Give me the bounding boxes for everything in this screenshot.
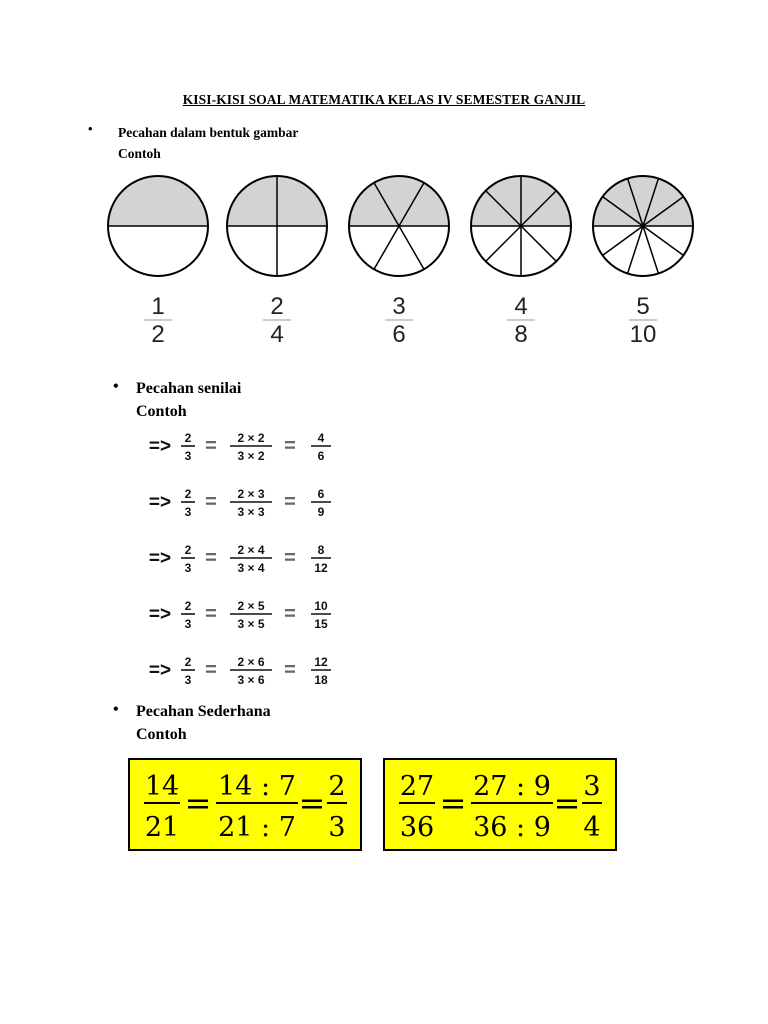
base-denominator: 3 (184, 505, 192, 519)
fraction-denominator: 2 (151, 321, 165, 348)
shaded-half (349, 176, 449, 226)
slice-divider (486, 226, 521, 261)
simplify-box (128, 758, 362, 851)
base-denominator: 3 (184, 561, 192, 575)
result-denominator: 4 (583, 812, 601, 843)
simplify-box (383, 758, 617, 851)
arrow-symbol: => (148, 604, 172, 625)
fraction-circle (593, 176, 693, 276)
slice-divider (603, 226, 643, 255)
result-numerator: 4 (317, 431, 325, 445)
result-denominator: 15 (314, 617, 328, 631)
times-numerator: 2 × 4 (237, 543, 265, 557)
times-denominator: 3 × 2 (237, 449, 265, 463)
fraction-circle (227, 176, 327, 276)
section-heading: Pecahan dalam bentuk gambar (118, 125, 299, 140)
base-numerator: 2 (184, 655, 192, 669)
bullet-icon: • (113, 701, 119, 718)
equals-sign: = (284, 547, 296, 569)
example-label: Contoh (136, 403, 187, 420)
equals-sign: = (298, 784, 326, 822)
equals-sign: = (205, 435, 217, 457)
times-denominator: 3 × 3 (237, 505, 265, 519)
fraction-numerator: 2 (270, 293, 284, 320)
page-title: KISI-KISI SOAL MATEMATIKA KELAS IV SEMESTER GANJIL (182, 92, 586, 107)
section-pecahan-sederhana (136, 700, 271, 746)
times-numerator: 2 × 5 (237, 599, 265, 613)
equals-sign: = (205, 603, 217, 625)
equals-sign: = (284, 491, 296, 513)
equals-sign: = (184, 784, 212, 822)
result-numerator: 6 (317, 487, 325, 501)
fraction-circles (100, 172, 700, 352)
fraction-numerator: 5 (636, 293, 650, 320)
result-numerator: 2 (328, 771, 346, 802)
base-denominator: 3 (184, 449, 192, 463)
result-numerator: 3 (583, 771, 601, 802)
equivalent-row (149, 543, 331, 575)
fraction-denominator: 6 (392, 321, 406, 348)
equivalent-row (149, 487, 331, 519)
example-label: Contoh (136, 726, 187, 743)
times-numerator: 2 × 2 (237, 431, 265, 445)
equals-sign: = (205, 659, 217, 681)
equivalent-fraction-figure (138, 424, 358, 694)
section-pecahan-senilai (136, 377, 241, 423)
result-numerator: 8 (317, 543, 325, 557)
result-denominator: 9 (317, 505, 325, 519)
result-denominator: 6 (317, 449, 325, 463)
equivalent-row (149, 599, 331, 631)
times-denominator: 3 × 6 (237, 673, 265, 687)
base-denominator: 3 (184, 673, 192, 687)
slice-divider (643, 226, 658, 274)
equals-sign: = (284, 659, 296, 681)
equals-sign: = (439, 784, 467, 822)
times-numerator: 2 × 6 (237, 655, 265, 669)
shaded-half (108, 176, 208, 226)
fraction-circles-figure (100, 172, 700, 352)
slice-divider (399, 226, 424, 269)
times-denominator: 3 × 5 (237, 617, 265, 631)
box-denominator: 21 (144, 812, 180, 843)
base-numerator: 2 (184, 599, 192, 613)
equals-sign: = (553, 784, 581, 822)
box-numerator: 14 (144, 771, 180, 802)
fraction-denominator: 8 (514, 321, 528, 348)
section-heading: Pecahan senilai (136, 380, 242, 397)
fraction-numerator: 3 (392, 293, 406, 320)
result-numerator: 12 (314, 655, 328, 669)
arrow-symbol: => (148, 436, 172, 457)
equivalent-row (149, 655, 331, 687)
base-denominator: 3 (184, 617, 192, 631)
division-denominator: 21 : 7 (218, 812, 296, 843)
bullet-icon: • (88, 121, 93, 136)
box-numerator: 27 (399, 771, 435, 802)
fraction-denominator: 10 (629, 321, 657, 348)
bullet-icon: • (113, 378, 119, 395)
box-denominator: 36 (399, 812, 435, 843)
slice-divider (374, 226, 399, 269)
slice-divider (521, 226, 556, 261)
fraction-numerator: 1 (151, 293, 165, 320)
simplify-equation (130, 760, 360, 849)
fraction-circle (349, 176, 449, 276)
equivalent-fraction-list (138, 424, 358, 694)
division-numerator: 14 : 7 (218, 771, 296, 802)
base-numerator: 2 (184, 543, 192, 557)
arrow-symbol: => (148, 492, 172, 513)
simplify-equation (385, 760, 615, 849)
equivalent-row (149, 431, 331, 463)
fraction-circle (471, 176, 571, 276)
equals-sign: = (284, 435, 296, 457)
equals-sign: = (284, 603, 296, 625)
base-numerator: 2 (184, 487, 192, 501)
section-pecahan-gambar (118, 122, 298, 164)
division-denominator: 36 : 9 (473, 812, 551, 843)
fraction-numerator: 4 (514, 293, 528, 320)
section-heading: Pecahan Sederhana (136, 703, 271, 720)
times-numerator: 2 × 3 (237, 487, 265, 501)
base-numerator: 2 (184, 431, 192, 445)
equals-sign: = (205, 491, 217, 513)
times-denominator: 3 × 4 (237, 561, 265, 575)
result-denominator: 3 (328, 812, 346, 843)
result-denominator: 18 (314, 673, 328, 687)
equals-sign: = (205, 547, 217, 569)
slice-divider (628, 226, 643, 274)
example-label: Contoh (118, 146, 161, 161)
division-numerator: 27 : 9 (473, 771, 551, 802)
arrow-symbol: => (148, 548, 172, 569)
slice-divider (643, 226, 683, 255)
result-denominator: 12 (314, 561, 328, 575)
fraction-denominator: 4 (270, 321, 284, 348)
result-numerator: 10 (314, 599, 328, 613)
arrow-symbol: => (148, 660, 172, 681)
fraction-circle (108, 176, 208, 276)
